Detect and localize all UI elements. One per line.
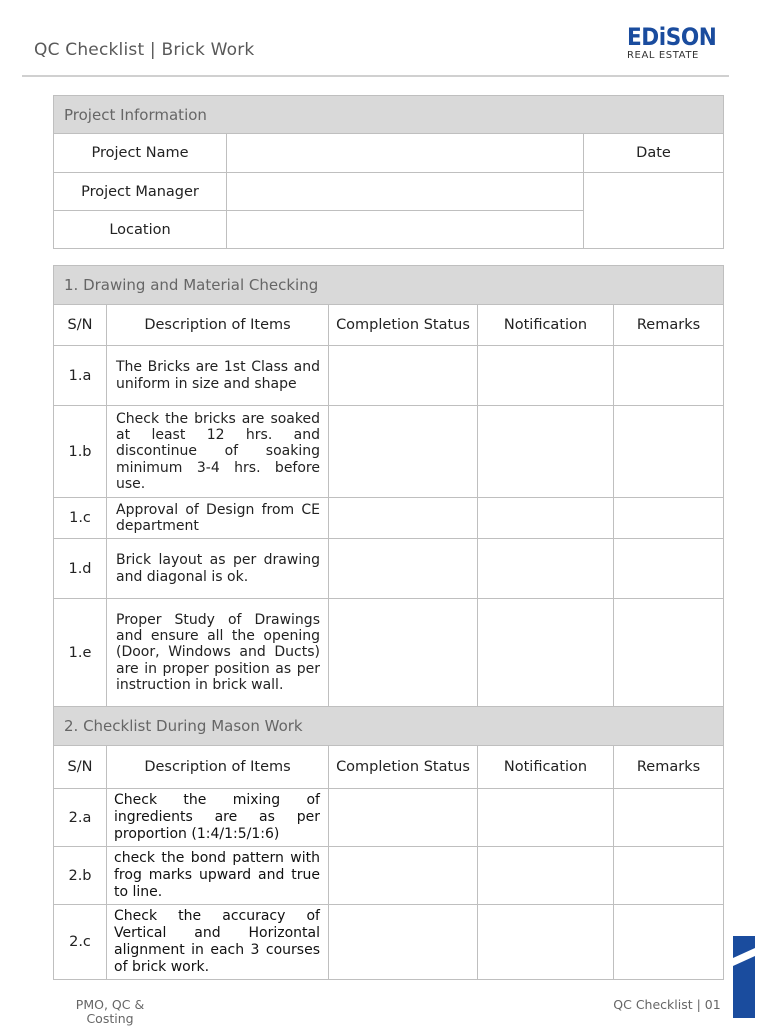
- item-description: Proper Study of Drawings and ensure all the opening (Door, Windows and Ducts) are in proper position as per instruction in brick wall.: [107, 599, 329, 707]
- item-description: The Bricks are 1st Class and uniform in size and shape: [107, 346, 329, 406]
- date-field[interactable]: [584, 173, 724, 249]
- notification-cell[interactable]: [478, 905, 614, 980]
- col-header-description: Description of Items: [107, 746, 329, 789]
- col-header-sn: S/N: [54, 305, 107, 346]
- item-description: check the bond pattern with frog marks upward and true to line.: [107, 847, 329, 905]
- remarks-cell[interactable]: [614, 905, 724, 980]
- remarks-cell[interactable]: [614, 346, 724, 406]
- item-sn: 1.e: [54, 599, 107, 707]
- item-description: Approval of Design from CE department: [107, 498, 329, 539]
- col-header-notification: Notification: [478, 305, 614, 346]
- notification-cell[interactable]: [478, 498, 614, 539]
- footer-page-label: QC Checklist | 01: [613, 997, 721, 1012]
- completion-status-cell[interactable]: [329, 599, 478, 707]
- section-2-heading: 2. Checklist During Mason Work: [54, 707, 724, 746]
- project-info-table: [53, 95, 724, 249]
- item-sn: 1.c: [54, 498, 107, 539]
- project-manager-field[interactable]: [227, 173, 584, 211]
- checklist-table: [53, 265, 724, 980]
- item-sn: 1.d: [54, 539, 107, 599]
- notification-cell[interactable]: [478, 599, 614, 707]
- item-sn: 2.a: [54, 789, 107, 847]
- col-header-completion: Completion Status: [329, 746, 478, 789]
- item-description: Check the accuracy of Vertical and Horizontal alignment in each 3 courses of brick work.: [107, 905, 329, 980]
- remarks-cell[interactable]: [614, 789, 724, 847]
- col-header-completion: Completion Status: [329, 305, 478, 346]
- logo-wordmark: EDiSON: [627, 23, 717, 51]
- remarks-cell[interactable]: [614, 599, 724, 707]
- remarks-cell[interactable]: [614, 406, 724, 498]
- completion-status-cell[interactable]: [329, 847, 478, 905]
- item-description: Check the bricks are soaked at least 12 hrs. and discontinue of soaking minimum 3-4 hrs. before use.: [107, 406, 329, 498]
- table-row: [54, 406, 724, 498]
- date-label: Date: [584, 134, 724, 173]
- table-row: [54, 905, 724, 980]
- table-row: [54, 346, 724, 406]
- location-field[interactable]: [227, 211, 584, 249]
- notification-cell[interactable]: [478, 539, 614, 599]
- col-header-description: Description of Items: [107, 305, 329, 346]
- logo-subtitle: REAL ESTATE: [627, 50, 699, 61]
- header-divider: [22, 75, 729, 77]
- col-header-remarks: Remarks: [614, 305, 724, 346]
- notification-cell[interactable]: [478, 406, 614, 498]
- col-header-remarks: Remarks: [614, 746, 724, 789]
- item-sn: 2.c: [54, 905, 107, 980]
- completion-status-cell[interactable]: [329, 789, 478, 847]
- company-logo: [627, 24, 719, 64]
- table-row: [54, 539, 724, 599]
- item-sn: 1.b: [54, 406, 107, 498]
- item-sn: 1.a: [54, 346, 107, 406]
- project-manager-label: Project Manager: [54, 173, 227, 211]
- project-name-label: Project Name: [54, 134, 227, 173]
- notification-cell[interactable]: [478, 847, 614, 905]
- table-row: [54, 847, 724, 905]
- completion-status-cell[interactable]: [329, 346, 478, 406]
- completion-status-cell[interactable]: [329, 539, 478, 599]
- page-title: QC Checklist | Brick Work: [34, 40, 255, 60]
- item-description: Check the mixing of ingredients are as per proportion (1:4/1:5/1:6): [107, 789, 329, 847]
- project-info-heading: Project Information: [54, 96, 724, 134]
- project-name-field[interactable]: [227, 134, 584, 173]
- completion-status-cell[interactable]: [329, 498, 478, 539]
- item-description: Brick layout as per drawing and diagonal is ok.: [107, 539, 329, 599]
- remarks-cell[interactable]: [614, 498, 724, 539]
- remarks-cell[interactable]: [614, 539, 724, 599]
- completion-status-cell[interactable]: [329, 905, 478, 980]
- col-header-sn: S/N: [54, 746, 107, 789]
- notification-cell[interactable]: [478, 789, 614, 847]
- table-row: [54, 599, 724, 707]
- notification-cell[interactable]: [478, 346, 614, 406]
- table-row: [54, 789, 724, 847]
- section-1-heading: 1. Drawing and Material Checking: [54, 266, 724, 305]
- table-row: [54, 498, 724, 539]
- brand-corner-icon: [733, 936, 755, 1018]
- item-sn: 2.b: [54, 847, 107, 905]
- col-header-notification: Notification: [478, 746, 614, 789]
- footer-department: PMO, QC & Costing: [75, 997, 145, 1026]
- remarks-cell[interactable]: [614, 847, 724, 905]
- completion-status-cell[interactable]: [329, 406, 478, 498]
- location-label: Location: [54, 211, 227, 249]
